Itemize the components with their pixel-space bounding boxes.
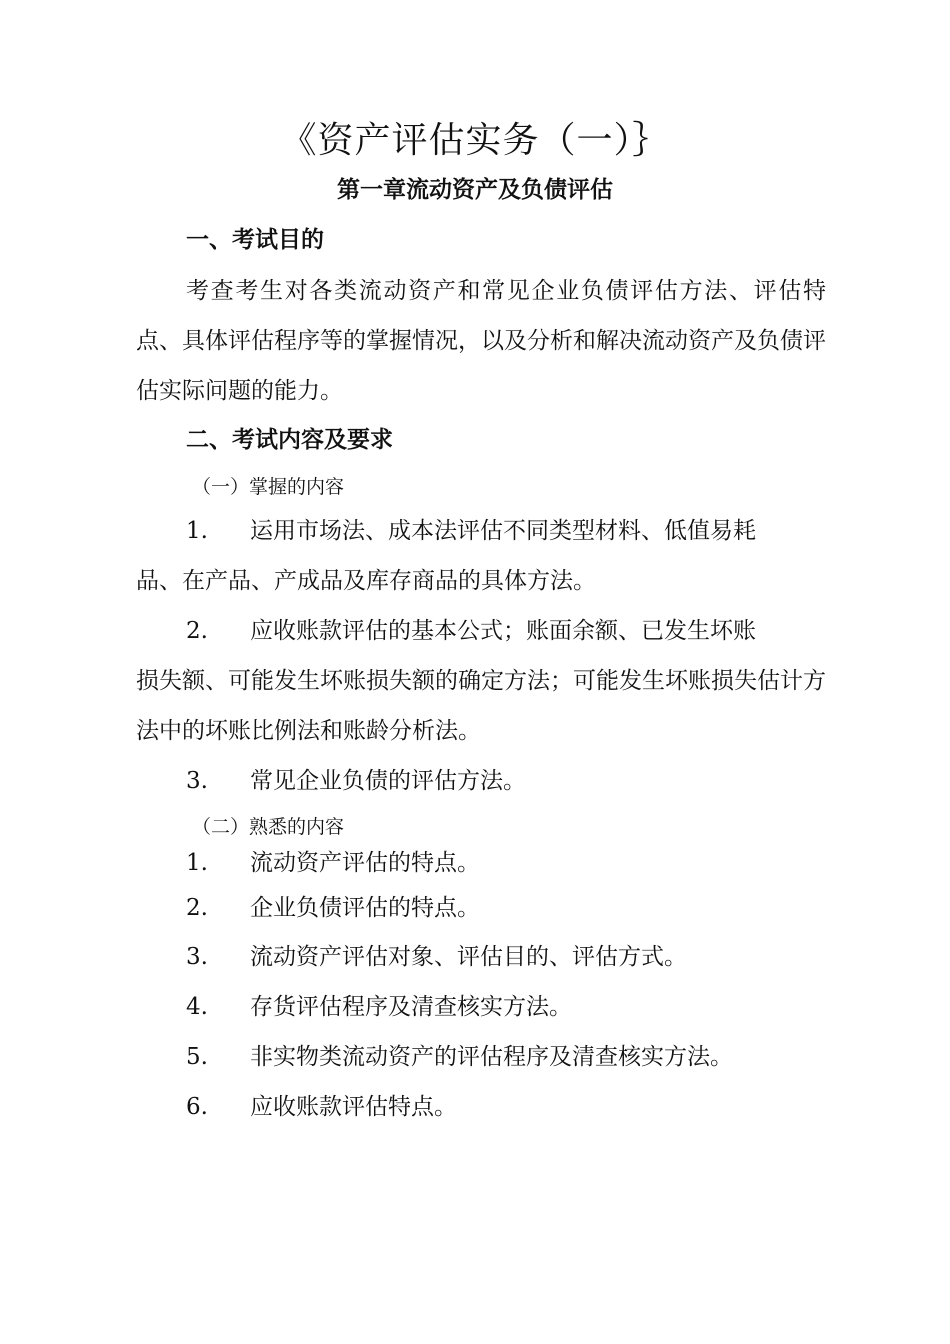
list-item-number: 2. <box>186 895 208 921</box>
list-item-text: 常见企业负债的评估方法。 <box>250 768 526 794</box>
chapter-title: 第一章流动资产及负债评估 <box>337 177 613 203</box>
list-item-text: 存货评估程序及清查核实方法。 <box>250 994 572 1020</box>
list-item-number: 3. <box>186 944 208 970</box>
list-item-text-continued: 品、在产品、产成品及库存商品的具体方法。 <box>136 568 596 594</box>
list-item-text: 流动资产评估的特点。 <box>250 850 480 876</box>
subsection-heading-familiar: （二）熟悉的内容 <box>192 816 345 838</box>
list-item-text: 运用市场法、成本法评估不同类型材料、低值易耗 <box>250 518 756 544</box>
section-heading-exam-purpose: 一、考试目的 <box>186 227 324 253</box>
list-item-number: 1. <box>186 850 208 876</box>
subsection-heading-master: （一）掌握的内容 <box>192 476 345 498</box>
list-item-number: 1. <box>186 518 208 544</box>
list-item <box>136 506 826 606</box>
list-item-number: 4. <box>186 994 208 1020</box>
document-title: 《资产评估实务（一）｝ <box>280 120 670 161</box>
list-item-text-continued: 损失额、可能发生坏账损失额的确定方法；可能发生坏账损失估计方法中的坏账比例法和账龄分析法。 <box>136 668 826 744</box>
list-item-number: 5. <box>186 1044 208 1070</box>
list-item-text: 应收账款评估特点。 <box>250 1094 457 1120</box>
list-item-number: 3. <box>186 768 208 794</box>
list-item <box>136 606 826 756</box>
list-item-number: 2. <box>186 618 208 644</box>
list-item-text: 非实物类流动资产的评估程序及清查核实方法。 <box>250 1044 733 1070</box>
list-item-text: 流动资产评估对象、评估目的、评估方式。 <box>250 944 687 970</box>
exam-purpose-paragraph: 考查考生对各类流动资产和常见企业负债评估方法、评估特点、具体评估程序等的掌握情况，以及分析和解决流动资产及负债评估实际问题的能力。 <box>136 278 826 404</box>
section-heading-exam-content: 二、考试内容及要求 <box>186 427 393 453</box>
list-item-text: 应收账款评估的基本公式；账面余额、已发生坏账 <box>250 618 756 644</box>
list-item-number: 6. <box>186 1094 208 1120</box>
list-item-text: 企业负债评估的特点。 <box>250 895 480 921</box>
